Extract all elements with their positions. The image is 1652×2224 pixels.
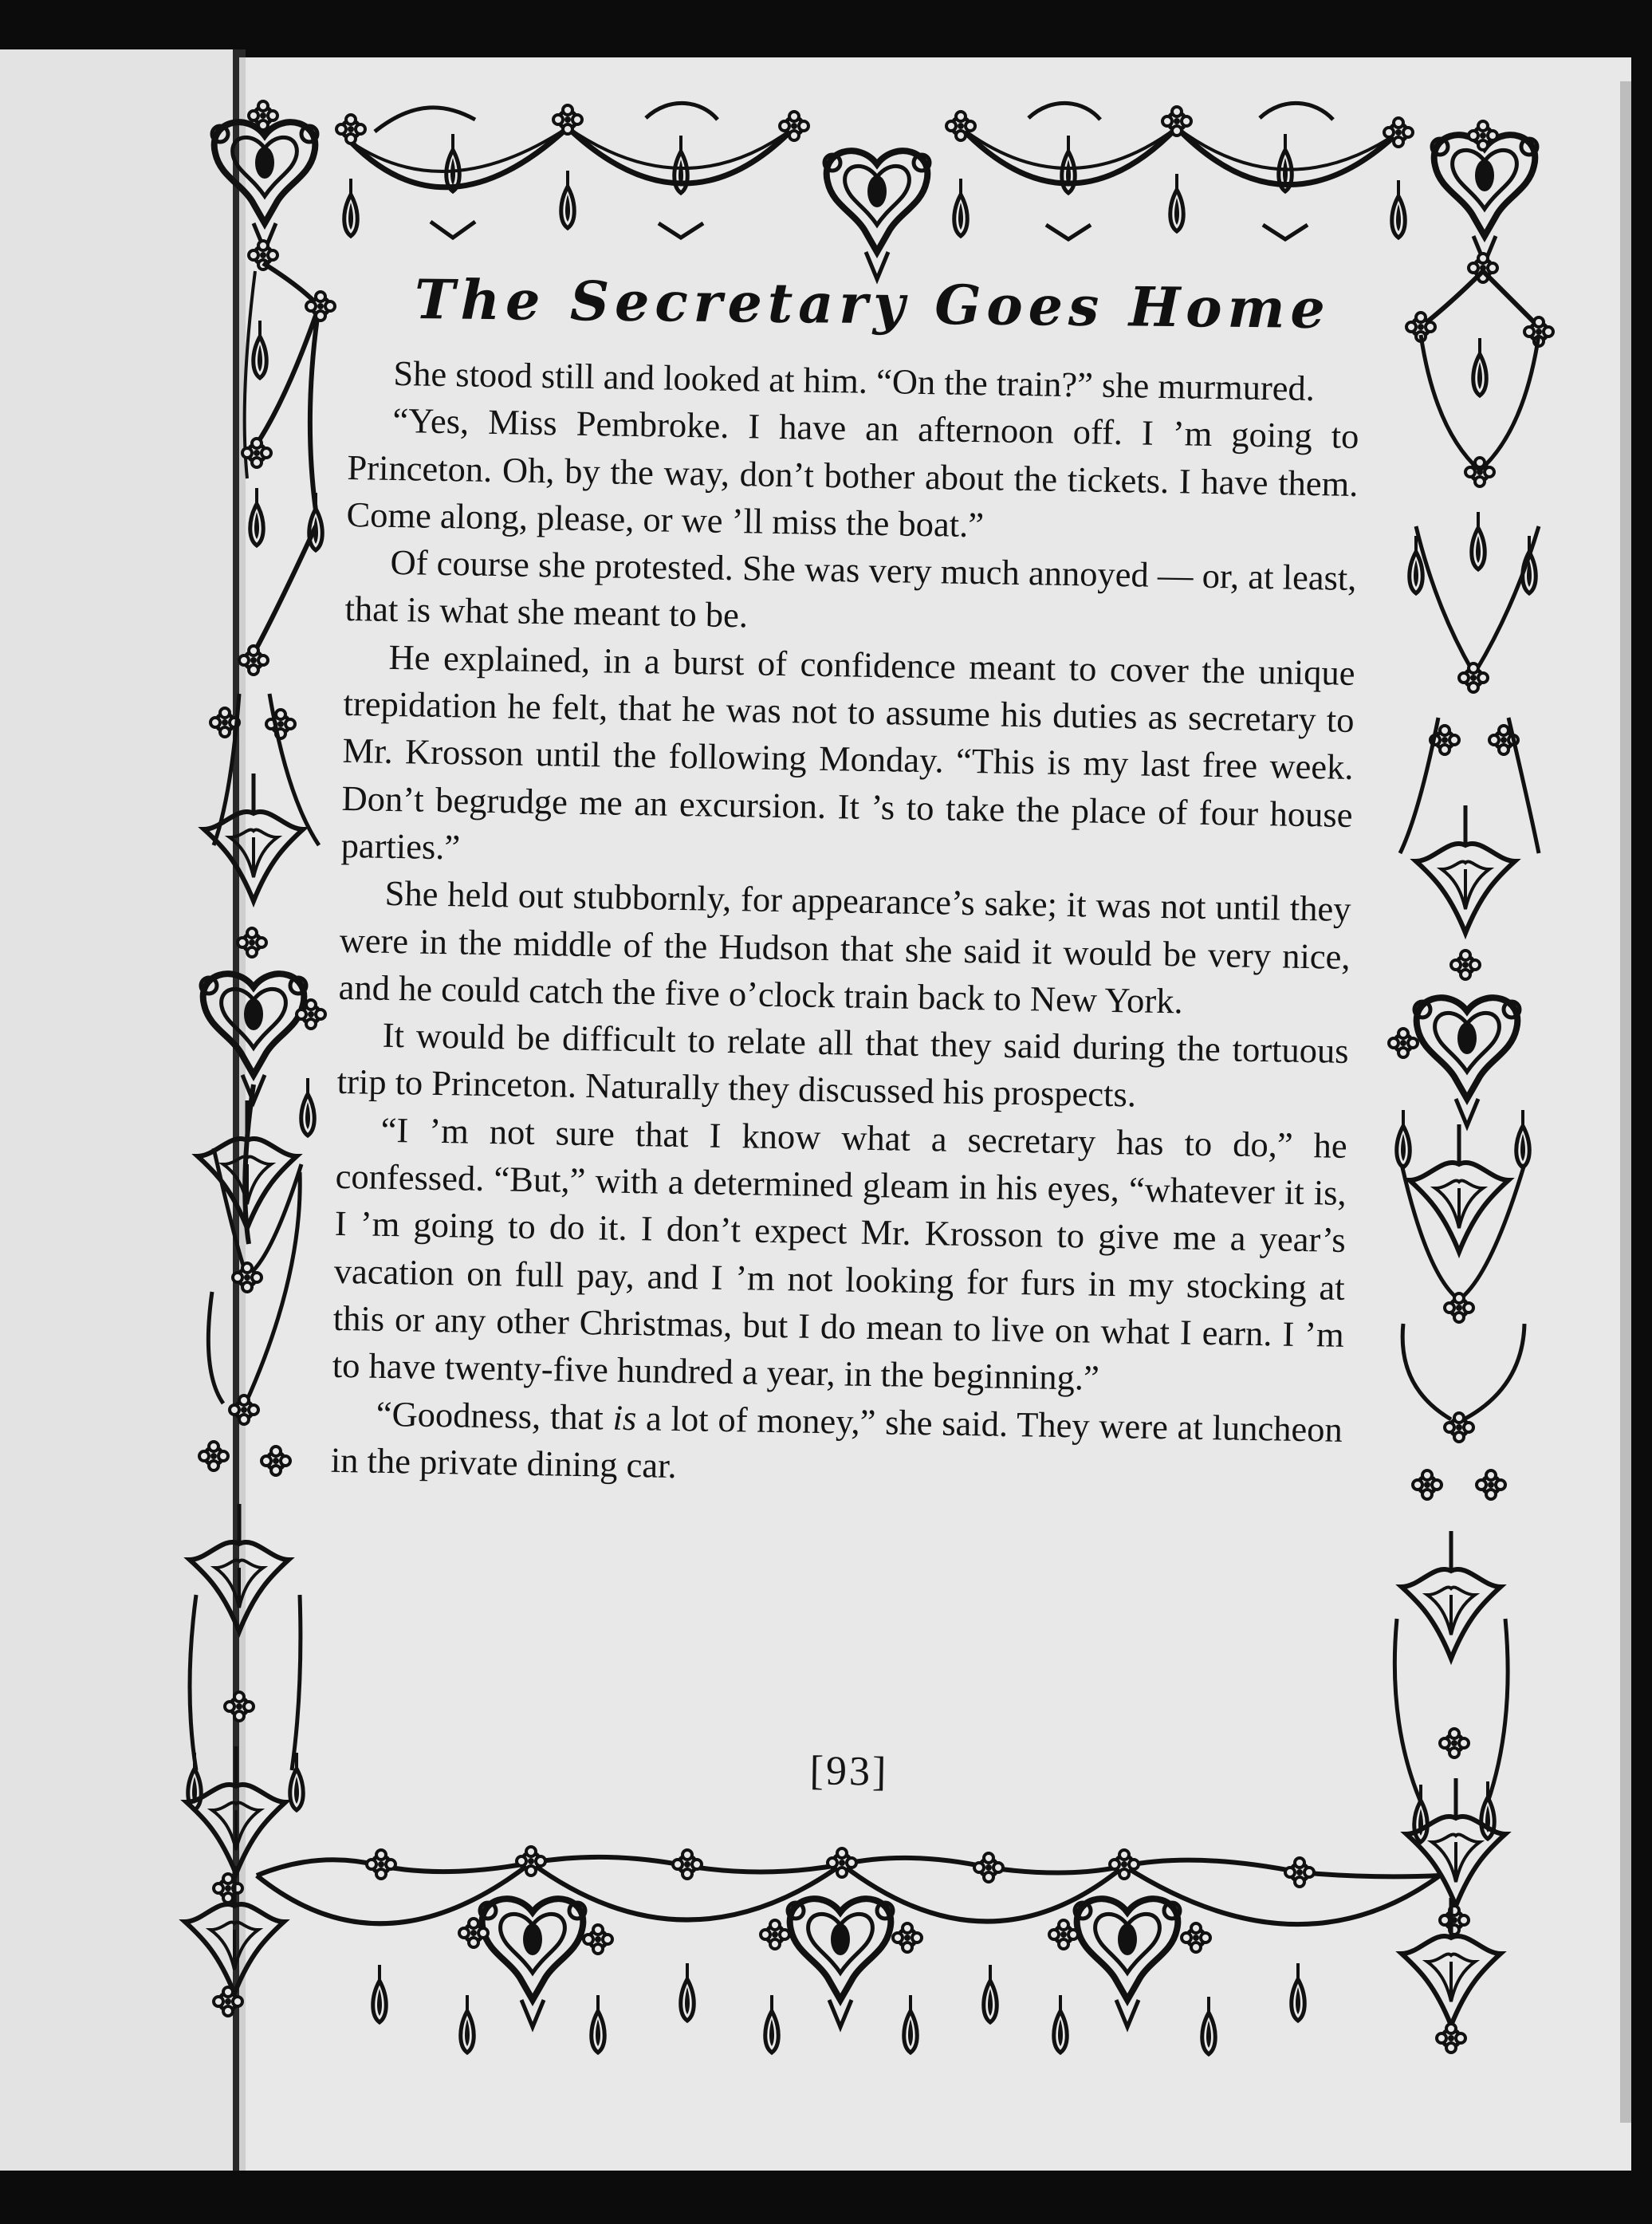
paragraph: It would be difficult to relate all that they said during the tortuous trip to Princeton. Naturally they discussed his prospects. [336,1014,1349,1115]
body-text [330,349,1359,1501]
paragraph: He explained, in a burst of confidence meant to cover the unique trepidation he felt, that he was not to assume his duties as secretary to Mr. Krosson until the following Monday. “This is my last free week. Don’t begrudge me an excursion. It ’s to take the place of four house parties.” [340,636,1355,868]
page-number: [93] [809,1748,889,1795]
paragraph-last [330,1389,1343,1501]
page-title: The Secretary Goes Home [414,268,1331,342]
text-run: “Goodness, that [376,1393,614,1438]
paragraph: “I ’m not sure that I know what a secretary has to do,” he confessed. “But,” with a determined gleam in his eyes, “whatever it is, I ’m going to do it. I don’t expect Mr. Krosson to give me a year’s vacation on full pay, and I ’m not looking for furs in my stocking at this or any other Christmas, but I do mean to live on what I earn. I ’m to have twenty-five hundred a year, in the beginning.” [332,1109,1348,1399]
text-run: a lot of money,” she said. They were at luncheon in the private dining car. [330,1397,1343,1486]
paragraph: She stood still and looked at him. “On the train?” she murmured. [393,352,1316,409]
emphasis: is [612,1397,637,1438]
paragraph: Of course she protested. She was very much annoyed — or, at least, that is what she meant to be. [344,542,1357,636]
paragraph: She held out stubbornly, for appearance’s sake; it was not until they were in the middle of the Hudson that she said it would be very nice, and he could catch the five o’clock train back to New York. [338,873,1351,1021]
paragraph: “Yes, Miss Pembroke. I have an afternoon off. I ’m going to Princeton. Oh, by the way, don’t bother about the tickets. I have them. Come along, please, or we ’ll miss the boat.” [346,400,1359,545]
